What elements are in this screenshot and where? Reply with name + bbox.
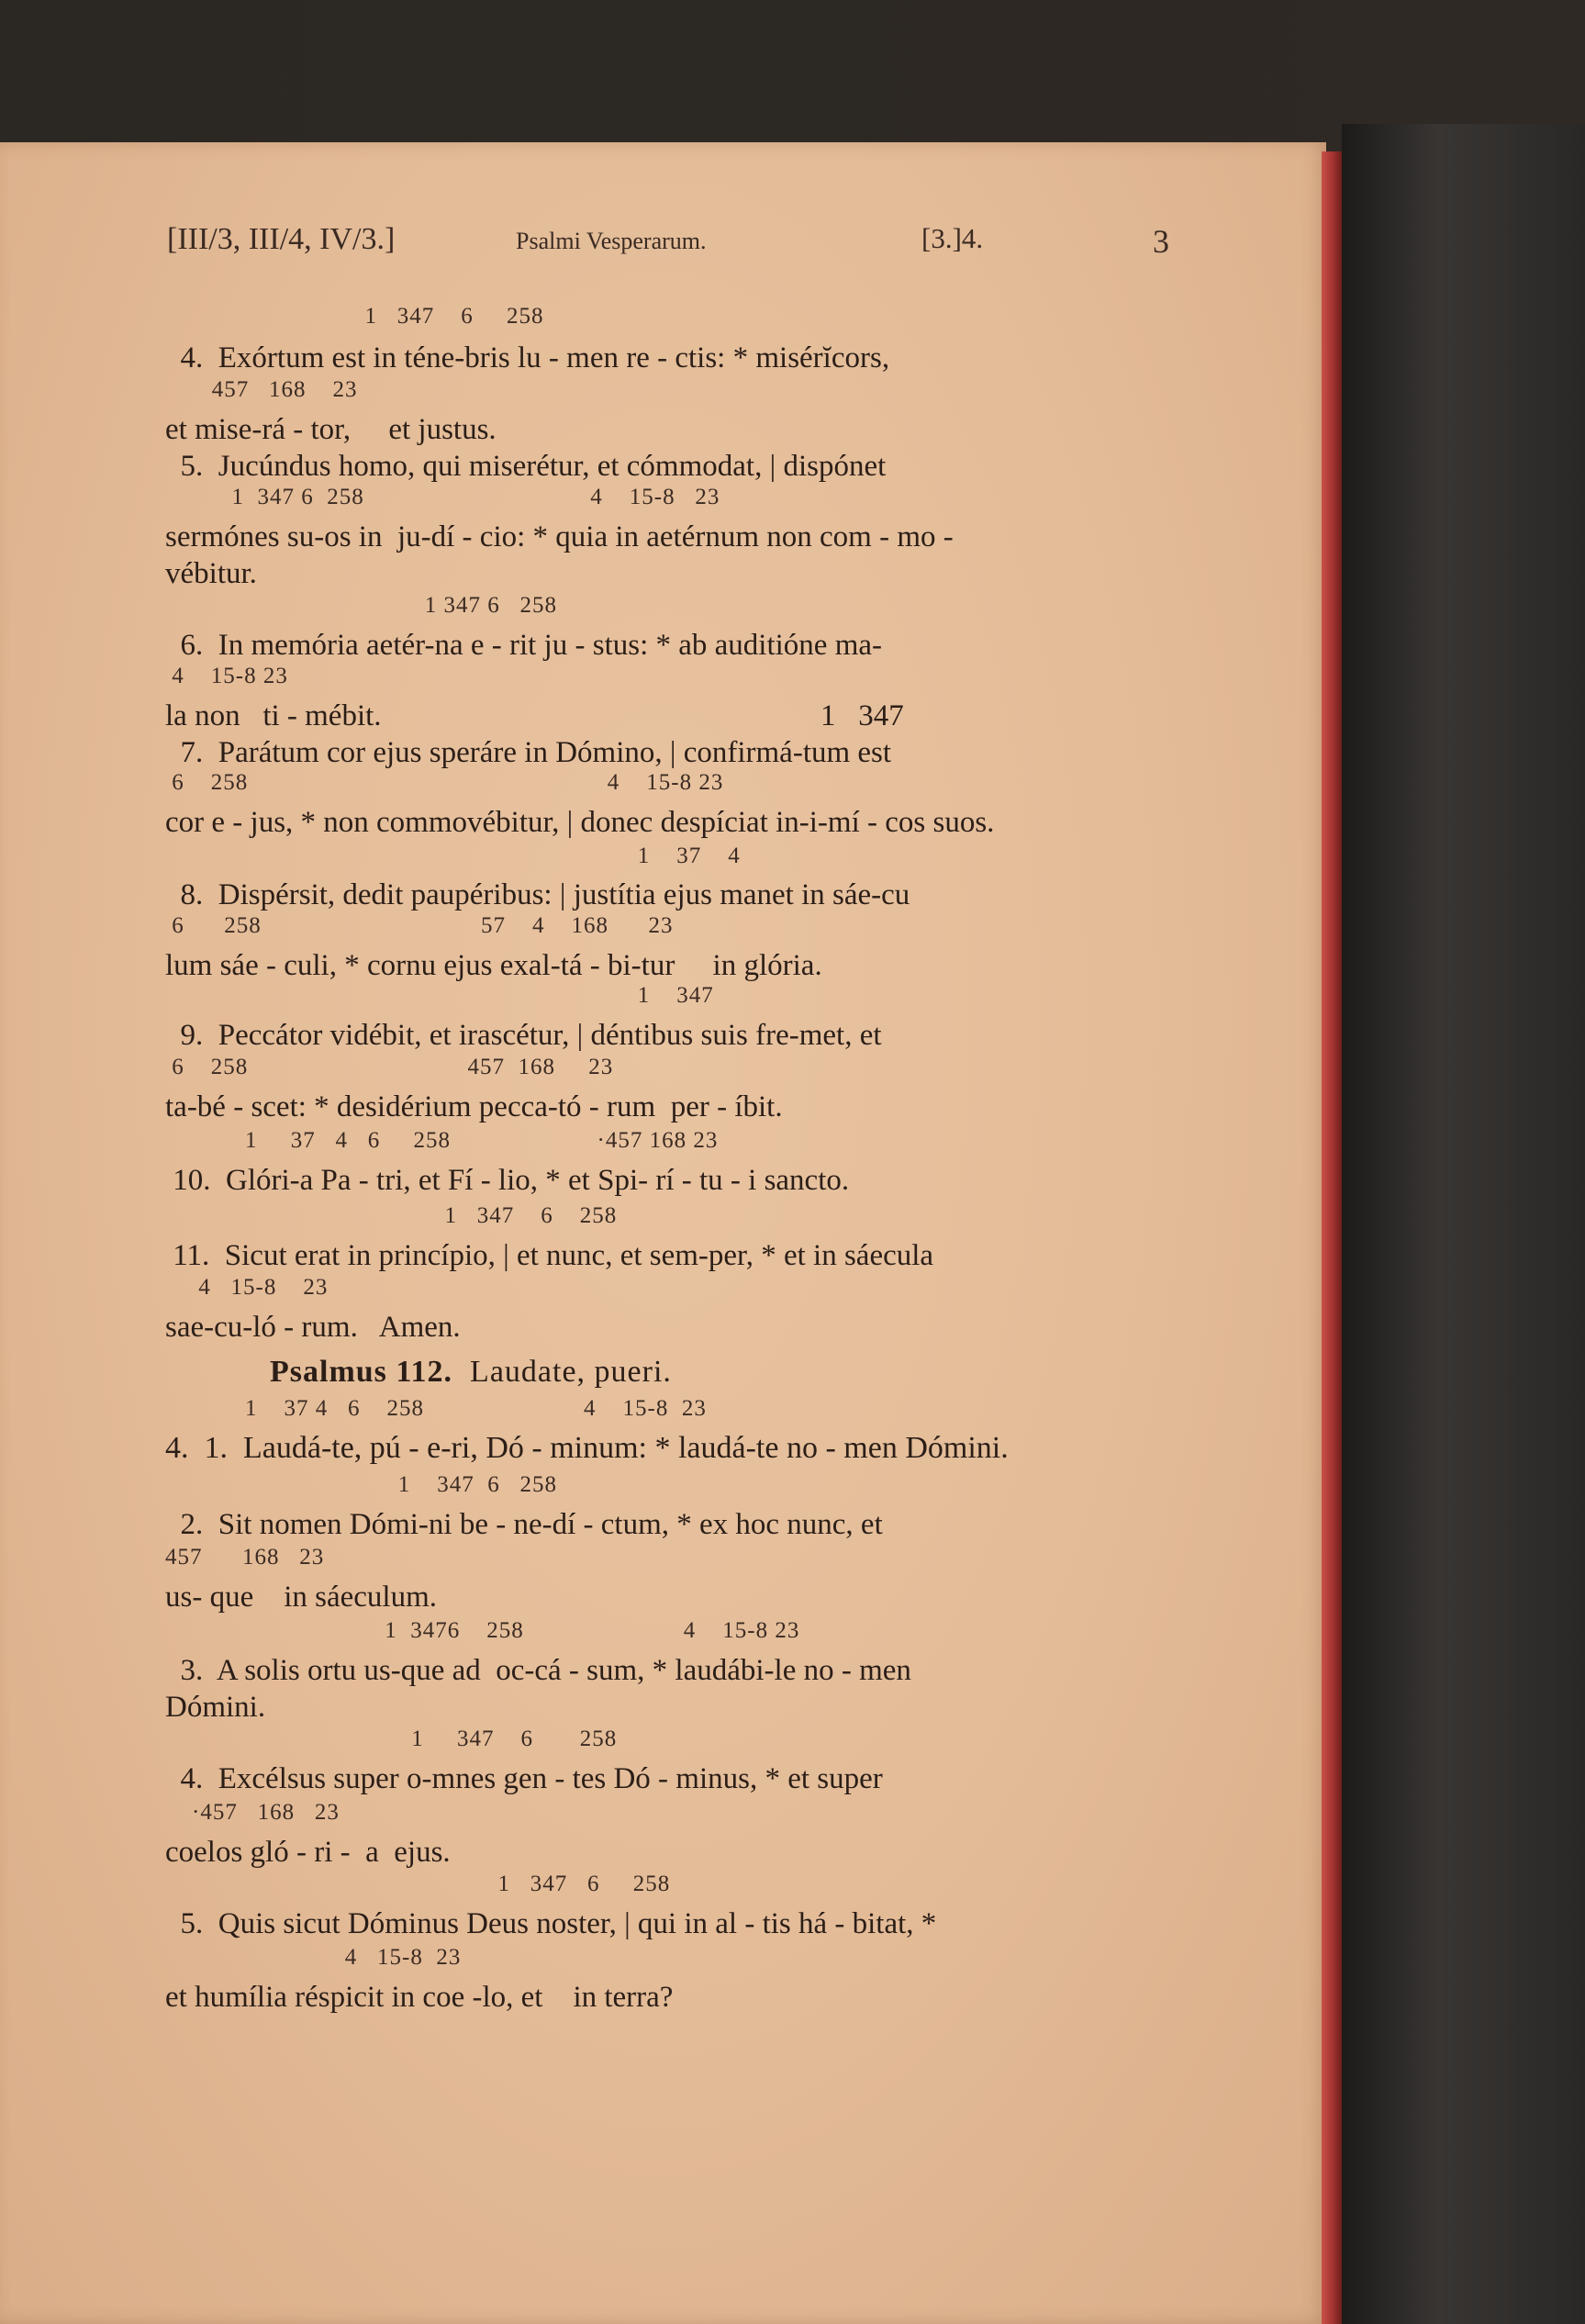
psalm-title <box>165 1354 1175 1391</box>
verse-line: 5. Quis sicut Dóminus Deus noster, | qui in al - tis há - bitat, * <box>165 1907 937 1940</box>
pointing-numbers: 1 347 6 258 <box>165 1726 618 1751</box>
verse-line: 2. Sit nomen Dómi-ni be - ne-dí - ctum, * ex hoc nunc, et <box>165 1508 883 1541</box>
pointing-numbers: 457 168 23 <box>165 1545 325 1570</box>
verse-line: lum sáe - culi, * cornu ejus exal-tá - bi-tur in glória. <box>165 949 822 982</box>
verse-line: 5. Jucúndus homo, qui miserétur, et cómmodat, | dispónet <box>165 450 887 483</box>
pointing-numbers: 1 37 4 6 258 4 15-8 23 <box>165 1396 707 1421</box>
pointing-numbers: 457 168 23 <box>165 377 358 402</box>
pointing-numbers: 1 347 6 258 4 15-8 23 <box>165 485 720 509</box>
pointing-numbers: 4 15-8 23 <box>165 1275 329 1300</box>
verse-line: sae-cu-ló - rum. Amen. <box>165 1311 461 1344</box>
pointing-numbers: 1 3476 258 4 15-8 23 <box>165 1618 800 1643</box>
pointing-numbers: 6 258 457 168 23 <box>165 1055 614 1079</box>
verse-line: 6. In memória aetér-na e - rit ju - stus: * ab auditióne ma- <box>165 629 882 662</box>
pointing-numbers: 1 347 6 258 <box>165 1472 557 1497</box>
verse-line: cor e - jus, * non commovébitur, | donec despíciat in-i-mí - cos suos. <box>165 806 995 839</box>
pointing-numbers: 6 258 57 4 168 23 <box>165 913 674 938</box>
pointing-numbers: 6 258 4 15-8 23 <box>165 770 724 795</box>
pointing-numbers: 1 347 6 258 <box>165 593 557 618</box>
verse-line: 4. Exórtum est in téne-bris lu - men re - ctis: * misérĭcors, <box>165 341 890 374</box>
page-number: 3 <box>1153 223 1169 260</box>
header-title: Psalmi Vesperarum. <box>516 228 707 254</box>
verse-line: us- que in sáeculum. <box>165 1581 438 1614</box>
pointing-numbers: 1 347 6 258 <box>165 1871 671 1896</box>
verse-line: 10. Glóri-a Pa - tri, et Fí - lio, * et Spi- rí - tu - i sancto. <box>165 1164 850 1197</box>
book-cover <box>1342 124 1585 2324</box>
header-section-number: [3.]4. <box>921 222 984 254</box>
verse-line: sermónes su-os in ju-dí - cio: * quia in aetérnum non com - mo - <box>165 520 954 553</box>
verse-line: 3. A solis ortu us-que ad oc-cá - sum, * laudábi-le no - men <box>165 1654 911 1687</box>
header-section-ref: [III/3, III/4, IV/3.] <box>167 222 396 256</box>
verse-line: 11. Sicut erat in princípio, | et nunc, et sem-per, * et in sáecula <box>165 1239 934 1272</box>
verse-line: 4. 1. Laudá-te, pú - e-ri, Dó - minum: * laudá-te no - men Dómini. <box>165 1431 1009 1465</box>
verse-line: 4. Excélsus super o-mnes gen - tes Dó - minus, * et super <box>165 1762 883 1795</box>
verse-line: 7. Parátum cor ejus speráre in Dómino, | confirmá-tum est <box>165 736 892 769</box>
pointing-numbers: 1 347 <box>165 983 714 1008</box>
pointing-numbers: 1 347 6 258 <box>165 1203 618 1228</box>
verse-line: Dómini. <box>165 1691 266 1724</box>
pointing-numbers: 1 347 6 258 <box>165 304 544 329</box>
verse-line: 8. Dispérsit, dedit paupéribus: | justítia ejus manet in sáe-cu <box>165 878 910 911</box>
pointing-numbers: 4 15-8 23 <box>165 664 288 688</box>
pointing-numbers: ·457 168 23 <box>165 1800 340 1825</box>
verse-line: 9. Peccátor vidébit, et irascétur, | déntibus suis fre-met, et <box>165 1019 882 1052</box>
verse-line: coelos gló - ri - a ejus. <box>165 1836 451 1869</box>
psalm-number: Psalmus 112. <box>270 1355 453 1389</box>
verse-line: et humília réspicit in coe -lo, et in terra? <box>165 1981 674 2014</box>
pointing-numbers: 1 37 4 6 258 ·457 168 23 <box>165 1128 719 1153</box>
verse-line: ta-bé - scet: * desidérium pecca-tó - rum per - íbit. <box>165 1090 783 1123</box>
verse-line: vébitur. <box>165 557 257 590</box>
verse-line: et mise-rá - tor, et justus. <box>165 413 497 446</box>
verse-line: la non ti - mébit. 1 347 <box>165 699 904 732</box>
pointing-numbers: 1 37 4 <box>165 844 741 868</box>
psalm-incipit: Laudate, pueri. <box>452 1355 672 1389</box>
pointing-numbers: 4 15-8 23 <box>165 1945 462 1970</box>
